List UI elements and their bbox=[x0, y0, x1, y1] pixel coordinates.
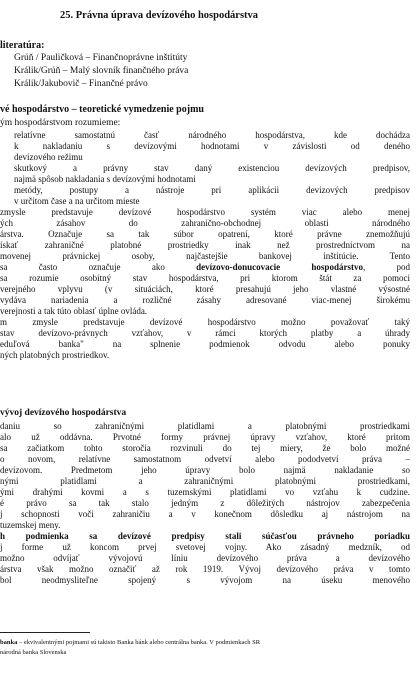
text-line: najmä spôsob nakladania s devízovými hodnotami bbox=[14, 174, 196, 184]
text-line: j schopnosti voči zahraničiu a v konečnom dôsledku aj nástrojom na bbox=[0, 509, 410, 519]
subsection-heading: ým hospodárstvom rozumieme: bbox=[0, 118, 121, 128]
literature-heading: literatúra: bbox=[0, 40, 45, 51]
text-line: sa začiatkom tohto storočia rozvinuli do tej miery, že bolo možné bbox=[0, 443, 410, 453]
text-line-with-bold: sa často označuje ako devízovo-donucovacie hospodárstvo, pod bbox=[0, 262, 410, 272]
body-text-part1 bbox=[0, 130, 410, 361]
text-line: movenej právnickej osoby, najčastejšie bankovej inštitúcie. Tento bbox=[0, 251, 410, 261]
literature-item: Králik/Jakubovič – Finančné právo bbox=[14, 79, 148, 89]
text-line: h podmienka sa devízové predpisy stali súčasťou právneho poriadku bbox=[0, 531, 410, 541]
text-line: metódy, postupy a nástroje pri aplikácii devízových predpisov bbox=[14, 185, 410, 195]
text-line: árstva. Označuje sa tak súbor opatrení, ktoré právne znemožňujú bbox=[0, 229, 410, 239]
text-line: eduľová banka" na splnenie podmienok odvodu alebo ponuky bbox=[0, 339, 410, 349]
text-line: stav devízovo-právnych vzťahov, v rámci ktorých platby a úhrady bbox=[0, 328, 410, 338]
text-line: zmysle predstavuje devízové hospodárstvo systém viac alebo menej bbox=[0, 207, 410, 217]
text-line: verejnosti a tak túto oblasť úplne ovláda. bbox=[0, 306, 148, 316]
text-line: vydáva nariadenia a rozličné zásahy adresované viac-menej širokému bbox=[0, 295, 410, 305]
footnote-line: národná banka Slovenska bbox=[0, 649, 67, 656]
literature-item: Králik/Grúň – Malý slovník finančného práva bbox=[14, 66, 189, 76]
text-line: alo už oddávna. Prvotné formy právnej úpravy vzťahov, ktoré pritom bbox=[0, 432, 410, 442]
text-line: ných platobných prostriedkov. bbox=[0, 350, 110, 360]
bold-term: devízovo-donucovacie hospodárstvo bbox=[196, 262, 363, 272]
text-line: daniu so zahraničnými platidlami a platobnými prostriedkami bbox=[0, 421, 410, 431]
text-line: ých zásahov do zahranično-obchodnej oblasti národného bbox=[0, 218, 410, 228]
text-line: ískať zahraničné platobné prostriedky inak než prostredníctvom na bbox=[0, 240, 410, 250]
body-text-part2 bbox=[0, 421, 410, 586]
text-line: bol neodmysliteľne spojený s vývojom na úseku menového bbox=[0, 575, 410, 585]
text-line: é právo sa tak stalo jedným z dôležitých nástrojov zabezpečenia bbox=[0, 498, 410, 508]
text-line: tuzemskej meny. bbox=[0, 520, 61, 530]
text-line: nými platidlami a zahraničnými platobnými prostriedkami, bbox=[0, 476, 410, 486]
chapter-title: 25. Právna úprava devízového hospodárstva bbox=[60, 10, 259, 21]
text-line: verejného vplyvu (v situáciách, ktoré presahujú jeho vlastné výsostné bbox=[0, 284, 410, 294]
text-line: relatívne samostatnú časť národného hospodárstva, kde dochádza bbox=[14, 130, 410, 140]
text-line: m zmysle predstavuje devízové hospodárstvo možno považovať taký bbox=[0, 317, 410, 327]
text-line: ými drahými kovmi a s tuzemskými platidlami vo vzťahu k cudzine. bbox=[0, 487, 410, 497]
footnote-line bbox=[0, 638, 420, 648]
text-line: možno odvíjať vývojovú líniu devízového práva a devízového bbox=[0, 553, 410, 563]
text-line: k nakladaniu s devízovými hodnotami v závislosti od deného bbox=[14, 141, 410, 151]
text-line: árstva však možno označiť až rok 1919. Vývoj devízového práva v tomto bbox=[0, 564, 410, 574]
text-line: o novom, relatívne samostatnom odvetví alebo pododvetví práva – bbox=[0, 454, 410, 464]
text-line: devízového režimu bbox=[14, 152, 83, 162]
literature-item: Grúň / Pauličková – Finančnoprávne inštitúty bbox=[14, 53, 188, 63]
text-line: v určitom čase a na určitom mieste bbox=[14, 196, 140, 206]
section-heading-development: vývoj devízového hospodárstva bbox=[0, 408, 127, 418]
section-heading: vé hospodárstvo – teoretické vymedzenie pojmu bbox=[0, 104, 204, 115]
footnote-divider bbox=[0, 632, 90, 633]
footnote-text: – ekvivalentnými pojmami sú takisto Banka bánk alebo centrálna banka. V podmienkach SR bbox=[17, 639, 261, 646]
text-line: skutkový a právny stav daný existenciou devízových predpisov, bbox=[14, 163, 410, 173]
text-line: sa rozumie osobitný stav hospodárstva, pri ktorom štát za pomoci bbox=[0, 273, 410, 283]
literature-list bbox=[0, 52, 420, 91]
text-line: devízovom. Predmetom jeho úpravy bolo najmä nakladanie so bbox=[0, 465, 410, 475]
text-line: j forme už koncom prvej svetovej vojny. Ako zásadný medzník, od bbox=[0, 542, 410, 552]
footnote bbox=[0, 638, 420, 658]
footnote-term: banka bbox=[0, 639, 18, 646]
